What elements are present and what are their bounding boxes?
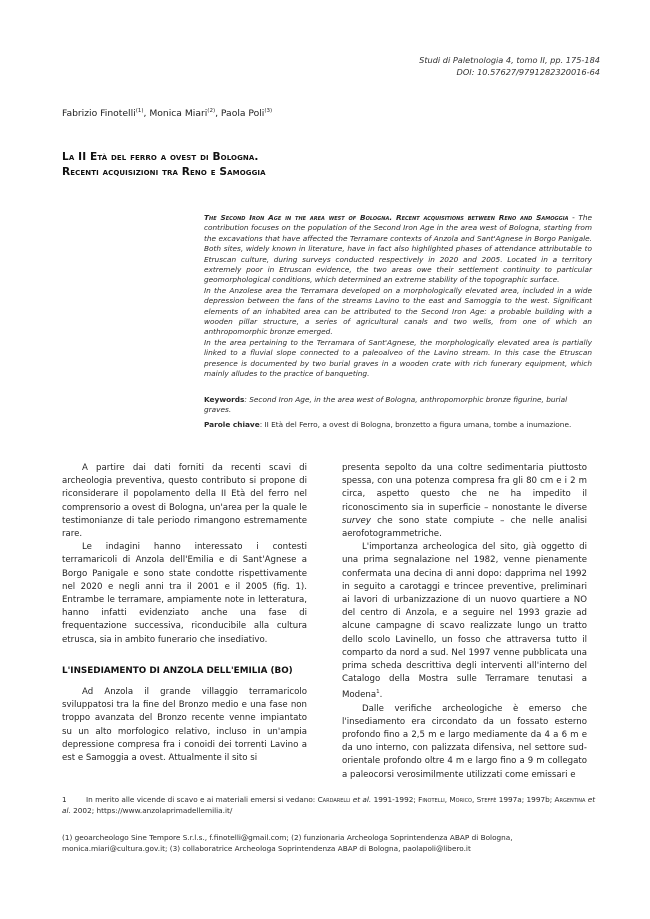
keywords-label: Keywords	[204, 395, 245, 404]
title-line: Recenti acquisizioni tra Reno e Samoggia	[62, 166, 266, 178]
abstract-paragraph	[204, 213, 592, 286]
section-heading: L'INSEDIAMENTO DI ANZOLA DELL'EMILIA (BO)	[62, 665, 293, 676]
body-paragraph	[342, 462, 587, 541]
body-text: .	[379, 690, 383, 701]
paper-title	[62, 150, 266, 180]
abstract-paragraph: In the Anzolese area the Terramara developed on a morphologically elevated area, included in a wide depression between the fans of the streams Lavino to the east and Samoggia to the west. Significant elements of an inhabited area can be attributed to the Second Iron Age: a probable building with a wooden pillar structure, a series of agricultural canals and two wells, from one of which an anthropomorphic bronze emerged.	[204, 285, 592, 337]
author-name: , Monica Miari	[143, 108, 208, 120]
footnote-author: Finotelli, Morico, Steffè	[418, 795, 497, 804]
abstract-heading: The Second Iron Age in the area west of Bologna. Recent acquisitions between Reno and Samoggia	[204, 213, 569, 222]
author-name: , Paola Poli	[215, 108, 265, 120]
author-affiliations: (1) geoarcheologo Sine Tempore S.r.l.s., f.finotelli@gmail.com; (2) funzionaria Archeologa Soprintendenza ABAP di Bologna, monica.miari@cultura.gov.it; (3) collaboratrice Archeologa Soprintendenza ABAP di Bologna, paolapoli@libero.it	[62, 833, 513, 853]
journal-name: Studi di Paletnologia 4, tomo II, pp. 175-184	[419, 55, 600, 65]
footnote-author: Cardarelli	[317, 795, 351, 804]
footnote	[62, 795, 597, 816]
footnote-text: In merito alle vicende di scavo e ai materiali emersi si vedano:	[86, 795, 318, 804]
body-paragraph: Ad Anzola il grande villaggio terramaricolo sviluppatosi tra la fine del Bronzo medio e una fase non troppo avanzata del Bronzo recente venne impiantato su un alto morfologico relativo, incluso in un'ampia depressione compresa fra i conoidi dei torrenti Lavino a est e Samoggia a ovest. Attualmente il sito si	[62, 687, 307, 764]
body-paragraph: Dalle verifiche archeologiche è emerso che l'insediamento era circondato da un fossato esterno profondo fino a 2,5 m e largo mediamente da 4 a 6 m e da uno interno, con palizzata difensiva, nel settore sud-orientale profondo oltre 4 m e largo fino a 9 m collegato a paleocorsi verosimilmente utilizzati come emissari e	[342, 703, 587, 780]
body-column-left	[62, 462, 307, 765]
parole-chiave	[204, 420, 599, 430]
author-affiliation-mark: (2)	[207, 108, 216, 114]
author-list	[62, 108, 272, 119]
body-paragraph: A partire dai dati forniti da recenti scavi di archeologia preventiva, questo contributo si propone di riconsiderare il popolamento della II Età del ferro nel comprensorio a ovest di Bologna, un'area per la quale le testimonianze di tale periodo rimangono estremamente rare.	[62, 463, 307, 540]
journal-doi: DOI: 10.57627/9791282320016-64	[456, 67, 600, 77]
footnote-emphasis: et al.	[352, 795, 372, 804]
abstract-paragraph: In the area pertaining to the Terramara of Sant'Agnese, the morphologically elevated area is partially linked to a fluvial slope connected to a paleoalveo of the Lavino stream. In this case the Etruscan presence is documented by two burial graves in a wooden crate with rich funerary equipment, which mainly alludes to the practice of banqueting.	[204, 337, 592, 379]
footnote-author: Argentina	[554, 795, 586, 804]
title-line: La II Età del ferro a ovest di Bologna.	[62, 151, 259, 163]
body-paragraph	[342, 541, 587, 702]
footnote-text: 1991-1992;	[371, 795, 419, 804]
keywords-text: : Second Iron Age, in the area west of Bologna, anthropomorphic bronze figurine, burial graves.	[204, 395, 568, 415]
author-name: Fabrizio Finotelli	[62, 108, 136, 120]
keywords	[204, 395, 592, 416]
footnote-number: 1	[62, 795, 67, 804]
abstract-text: - The contribution focuses on the population of the Second Iron Age in the area west of Bologna, starting from the excavations that have affected the Terramare contexts of Anzola and Sant'Agnese in Borgo Panigale. Both sites, widely known in literature, have in fact also highlighted phases of attendance attributable to Etruscan culture, during surveys conducted respectively in 2020 and 2005. Located in a territory extremely poor in Etruscan evidence, the two areas owe their settlement continuity to particular geomorphological conditions, which determined an extreme stability of the topographic surface.	[204, 213, 593, 285]
body-paragraph: Le indagini hanno interessato i contesti terramaricoli di Anzola dell'Emilia e di Sant'Agnese a Borgo Panigale e sono state condotte rispettivamente nel 2020 e negli anni tra il 2001 e il 2005 (fig. 1). Entrambe le terramare, ampiamente note in letteratura, hanno infatti evidenziato anche una fase di frequentazione successiva, riconducibile alla cultura etrusca, sia in ambito funerario che insediativo.	[62, 542, 307, 645]
author-affiliation-mark: (3)	[264, 108, 273, 114]
parole-chiave-label: Parole chiave	[204, 420, 260, 429]
body-text: L'importanza archeologica del sito, già oggetto di una prima segnalazione nel 1982, venne pienamente confermata una decina di anni dopo: dapprima nel 1992 in seguito a carotaggi e trincee preventive, preliminari ai lavori di urbanizzazione di un nuovo quartiere a NO del centro di Anzola, e a seguire nel 1993 grazie ad alcune campagne di scavo realizzate lungo un tratto dello scolo Lavinello, un fosso che attraversa tutto il comparto da nord a sud. Nel 1997 venne pubblicata una prima scheda descrittiva degli interventi all'interno del Catalogo della Mostra sulle Terramare tenutasi a Modena	[342, 542, 587, 701]
footnote-text: 1997a; 1997b;	[496, 795, 555, 804]
body-text: che sono state compiute – che nelle analisi aerofotogrammetriche.	[342, 515, 587, 540]
author-affiliation-mark: (1)	[135, 108, 144, 114]
footnote-link[interactable]: 2002; https://www.anzolaprimadellemilia.it/	[70, 805, 233, 815]
body-emphasis: survey	[342, 515, 371, 526]
abstract	[204, 213, 592, 380]
footnote-reference[interactable]: 1	[376, 689, 380, 696]
footnote-emphasis: et al.	[62, 795, 596, 815]
journal-citation	[419, 54, 600, 78]
body-column-right	[342, 462, 587, 782]
body-text: presenta sepolto da una coltre sedimentaria piuttosto spessa, con una potenza compresa fra gli 80 cm e i 2 m circa, aspetto questo che ne ha impedito il riconoscimento sia in superficie – nonostante le diverse	[342, 463, 587, 513]
parole-chiave-text: : II Età del Ferro, a ovest di Bologna, bronzetto a figura umana, tombe a inumazione.	[259, 420, 572, 429]
